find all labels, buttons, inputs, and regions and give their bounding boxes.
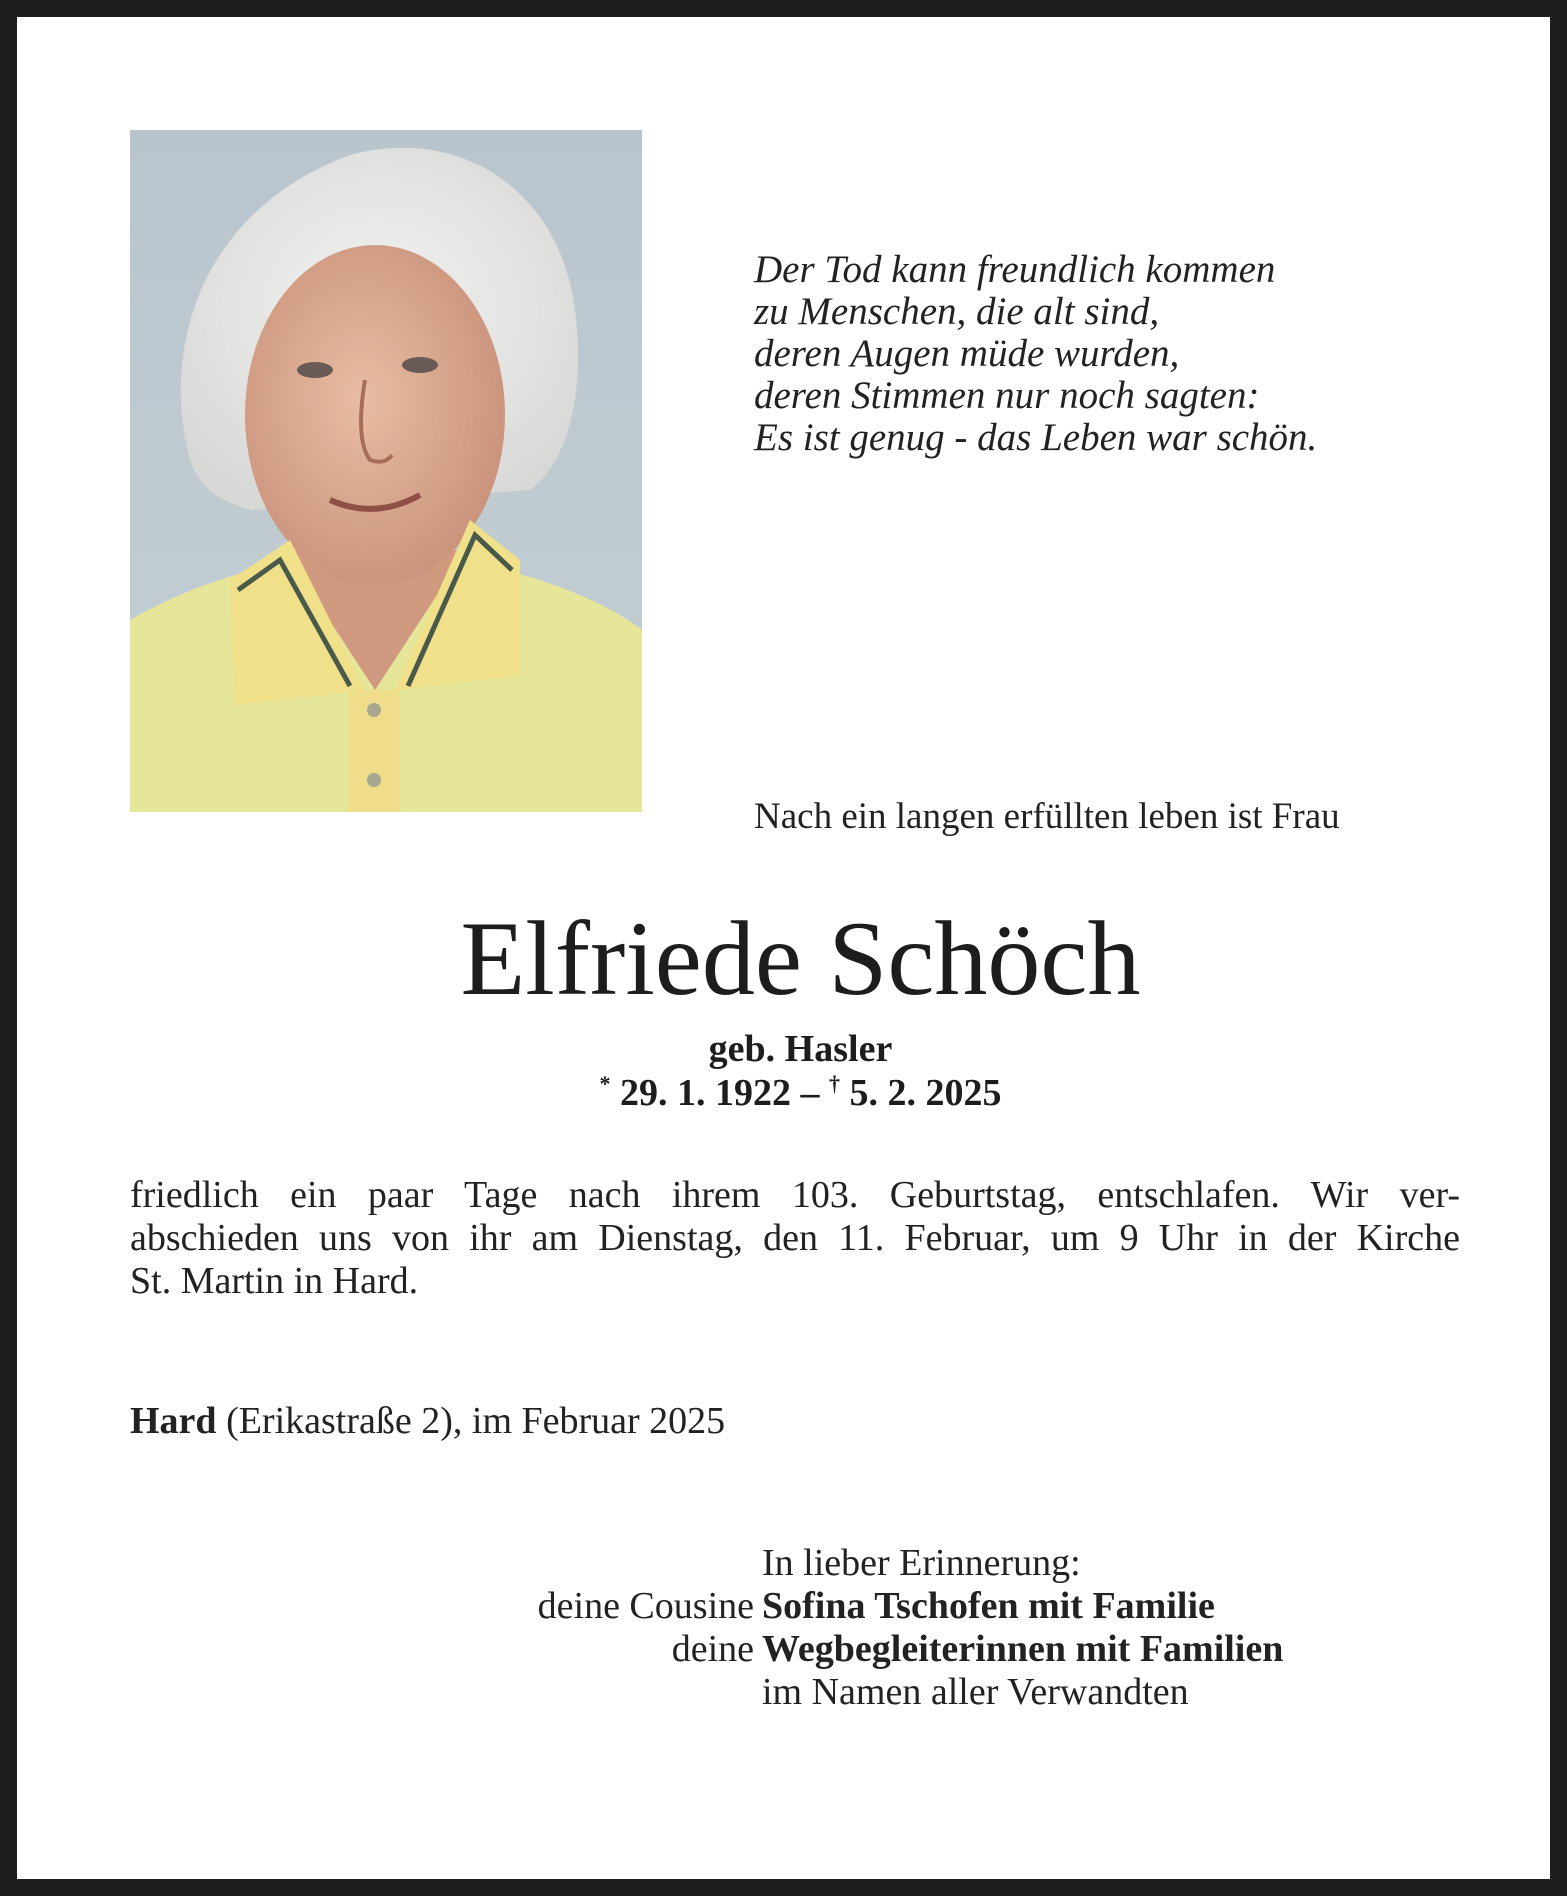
- portrait-photo: [130, 130, 642, 812]
- mourner-relation: deine: [671, 1628, 754, 1670]
- portrait-illustration: [130, 130, 642, 812]
- birth-symbol: *: [599, 1071, 611, 1096]
- death-date: 5. 2. 2025: [849, 1072, 1002, 1114]
- place-rest: (Erikastraße 2), im Februar 2025: [216, 1400, 726, 1442]
- mourners-closing-row: [417, 1671, 1467, 1714]
- poem-line: Es ist genug - das Leben war schön.: [754, 416, 1318, 459]
- intro-text: Nach ein langen erfüllten leben ist Frau: [754, 796, 1340, 837]
- mourners-heading: In lieber Erinnerung:: [762, 1542, 1081, 1584]
- deceased-name: Elfriede Schöch: [460, 900, 1141, 1017]
- mourners-heading-row: [417, 1542, 1467, 1585]
- announcement-line: friedlich ein paar Tage nach ihrem 103. Geburtstag, entschlafen. Wir ver-: [130, 1174, 1460, 1216]
- place-town: Hard: [130, 1400, 217, 1442]
- poem-line: zu Menschen, die alt sind,: [754, 290, 1160, 333]
- poem-line: deren Stimmen nur noch sagten:: [754, 374, 1260, 417]
- mourner-relation: deine Cousine: [537, 1585, 754, 1627]
- maiden-name: geb. Hasler: [708, 1028, 893, 1070]
- mourners-block: [417, 1542, 1467, 1714]
- poem: [754, 249, 1317, 459]
- birth-date: 29. 1. 1922: [620, 1072, 791, 1114]
- place-and-date: [130, 1399, 725, 1443]
- mourner-name: Wegbegleiterinnen mit Familien: [762, 1628, 1284, 1670]
- announcement-text: [130, 1174, 1460, 1303]
- death-symbol: †: [829, 1071, 840, 1096]
- poem-line: Der Tod kann freundlich kommen: [754, 248, 1276, 291]
- mourners-closing: im Namen aller Verwandten: [762, 1671, 1189, 1713]
- announcement-line: abschieden uns von ihr am Dienstag, den 11. Februar, um 9 Uhr in der Kirche: [130, 1217, 1460, 1259]
- mourner-row: [417, 1628, 1467, 1671]
- life-dates: [17, 1071, 1567, 1115]
- date-separator: –: [791, 1072, 829, 1114]
- announcement-line: St. Martin in Hard.: [130, 1260, 419, 1302]
- mourner-name: Sofina Tschofen mit Familie: [762, 1585, 1215, 1627]
- mourner-row: [417, 1585, 1467, 1628]
- poem-line: deren Augen müde wurden,: [754, 332, 1180, 375]
